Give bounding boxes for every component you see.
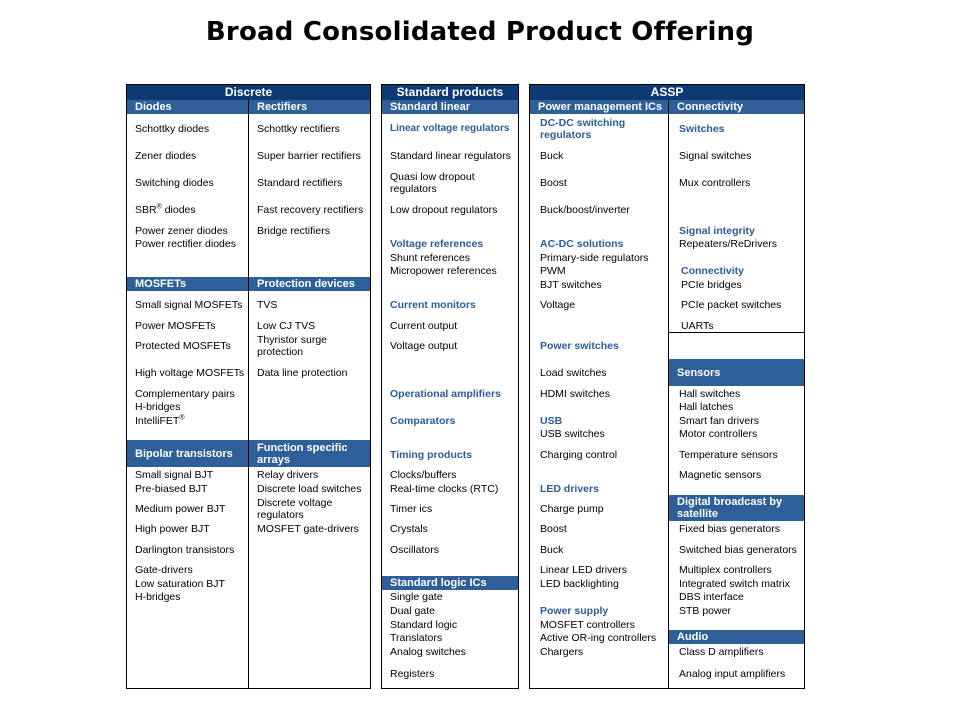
list-item: Connectivity [681,265,745,277]
list-item: Smart fan drivers [679,415,759,427]
list-item: Darlington transistors [135,544,235,556]
list-item: Voltage references [390,238,484,250]
list-item: Buck/boost/inverter [540,204,630,216]
list-item: Low saturation BJT [135,578,225,590]
list-item: Schottky diodes [135,123,210,135]
list-item: BJT switches [540,279,602,291]
list-item: DC-DC switching regulators [540,117,626,141]
list-item: Power zener diodes [135,225,228,237]
list-item: Protected MOSFETs [135,340,231,352]
list-item: Standard linear regulators [390,150,511,162]
list-item: LED backlighting [540,578,619,590]
list-item: Single gate [390,591,443,603]
list-item: H-bridges [135,401,181,413]
list-item: Low CJ TVS [257,320,316,332]
list-item: Bridge rectifiers [257,225,330,237]
list-item: UARTs [681,320,714,332]
list-item: Relay drivers [257,469,319,481]
audio-header: Audio [669,630,804,644]
list-item: Charge pump [540,503,604,515]
list-item: Signal integrity [679,225,755,237]
list-item: LED drivers [540,483,599,495]
standard-logic-header: Standard logic ICs [382,576,518,590]
list-item: Analog input amplifiers [679,668,786,680]
list-item: Switching diodes [135,177,214,189]
list-item: Analog switches [390,646,466,658]
list-item: Small signal BJT [135,469,214,481]
discrete-header: Discrete [127,85,370,100]
list-item: Schottky rectifiers [257,123,340,135]
list-item: AC-DC solutions [540,238,624,250]
list-item: Primary-side regulators [540,252,649,264]
list-item: Complementary pairs [135,388,235,400]
protection-header: Protection devices [249,277,370,291]
list-item: Multiplex controllers [679,564,772,576]
standard-panel [381,84,519,689]
digital-broadcast-header: Digital broadcast by satellite [669,495,804,521]
list-item: Motor controllers [679,428,758,440]
list-item: Class D amplifiers [679,646,764,658]
power-management-header: Power management ICs [530,100,668,114]
list-item: Thyristor surge protection [257,334,328,358]
list-item: TVS [257,299,278,311]
list-item: Voltage [540,299,576,311]
mosfets-header: MOSFETs [127,277,248,291]
list-item: Boost [540,177,567,189]
list-item: Comparators [390,415,456,427]
list-item: Fixed bias generators [679,523,780,535]
assp-panel [529,84,805,689]
function-header: Function specific arrays [249,440,370,467]
list-item: USB switches [540,428,605,440]
list-item: MOSFET controllers [540,619,635,631]
list-item: Pre-biased BJT [135,483,208,495]
list-item: Standard logic [390,619,458,631]
list-item: Oscillators [390,544,440,556]
list-item: STB power [679,605,731,617]
list-item: High power BJT [135,523,210,535]
list-item: Power switches [540,340,619,352]
list-item: SBR® diodes [135,203,196,216]
list-item: Chargers [540,646,584,658]
list-item: Boost [540,523,567,535]
list-item: Discrete voltage regulators [257,497,333,521]
list-item: USB [540,415,563,427]
list-item: Translators [390,632,443,644]
list-item: MOSFET gate-drivers [257,523,359,535]
standard-header: Standard products [382,85,518,100]
list-item: H-bridges [135,591,181,603]
list-item: Clocks/buffers [390,469,457,481]
list-item: Data line protection [257,367,348,379]
sensors-header: Sensors [669,359,804,386]
list-item: Voltage output [390,340,458,352]
list-item: High voltage MOSFETs [135,367,245,379]
list-item: Crystals [390,523,428,535]
assp-header: ASSP [530,85,804,100]
list-item: Quasi low dropout regulators [390,171,475,195]
page-title: Broad Consolidated Product Offering [205,17,755,47]
list-item: Power supply [540,605,609,617]
list-item: Fast recovery rectifiers [257,204,364,216]
list-item: PCIe bridges [681,279,742,291]
list-item: Buck [540,150,564,162]
list-item: Mux controllers [679,177,751,189]
list-item: Timing products [390,449,473,461]
list-item: Switches [679,123,725,135]
list-item: HDMI switches [540,388,611,400]
list-item: Signal switches [679,150,752,162]
list-item: Small signal MOSFETs [135,299,243,311]
list-item: Current monitors [390,299,476,311]
list-item: Hall switches [679,388,741,400]
list-item: Linear voltage regulators [390,123,510,134]
list-item: Super barrier rectifiers [257,150,361,162]
list-item: Linear LED drivers [540,564,627,576]
list-item: DBS interface [679,591,744,603]
list-item: Temperature sensors [679,449,778,461]
list-item: Timer ics [390,503,433,515]
list-item: Integrated switch matrix [679,578,790,590]
list-item: Power MOSFETs [135,320,216,332]
list-item: Repeaters/ReDrivers [679,238,778,250]
list-item: Magnetic sensors [679,469,762,481]
list-item: Discrete load switches [257,483,362,495]
list-item: Current output [390,320,458,332]
list-item: PWM [540,265,566,277]
list-item: Standard rectifiers [257,177,343,189]
standard-linear-header: Standard linear [382,100,518,114]
bipolar-header: Bipolar transistors [127,440,248,467]
discrete-panel [126,84,371,689]
list-item: Registers [390,668,435,680]
list-item: PCIe packet switches [681,299,782,311]
list-item: Power rectifier diodes [135,238,236,250]
list-item: Gate-drivers [135,564,193,576]
list-item: Medium power BJT [135,503,226,515]
list-item: Charging control [540,449,618,461]
list-item: Dual gate [390,605,435,617]
list-item: IntelliFET® [135,414,185,427]
assp-divider [668,100,669,688]
list-item: Real-time clocks (RTC) [390,483,499,495]
list-item: Buck [540,544,564,556]
list-item: Operational amplifiers [390,388,501,400]
list-item: Shunt references [390,252,470,264]
list-item: Low dropout regulators [390,204,498,216]
list-item: Switched bias generators [679,544,797,556]
list-item: Micropower references [390,265,497,277]
list-item: Load switches [540,367,607,379]
diodes-header: Diodes [127,100,248,114]
rectifiers-header: Rectifiers [249,100,370,114]
list-item: Hall latches [679,401,734,413]
list-item: Zener diodes [135,150,197,162]
connectivity-header: Connectivity [669,100,804,114]
connectivity-divider [669,332,804,333]
discrete-divider [248,100,249,688]
list-item: Active OR-ing controllers [540,632,657,644]
